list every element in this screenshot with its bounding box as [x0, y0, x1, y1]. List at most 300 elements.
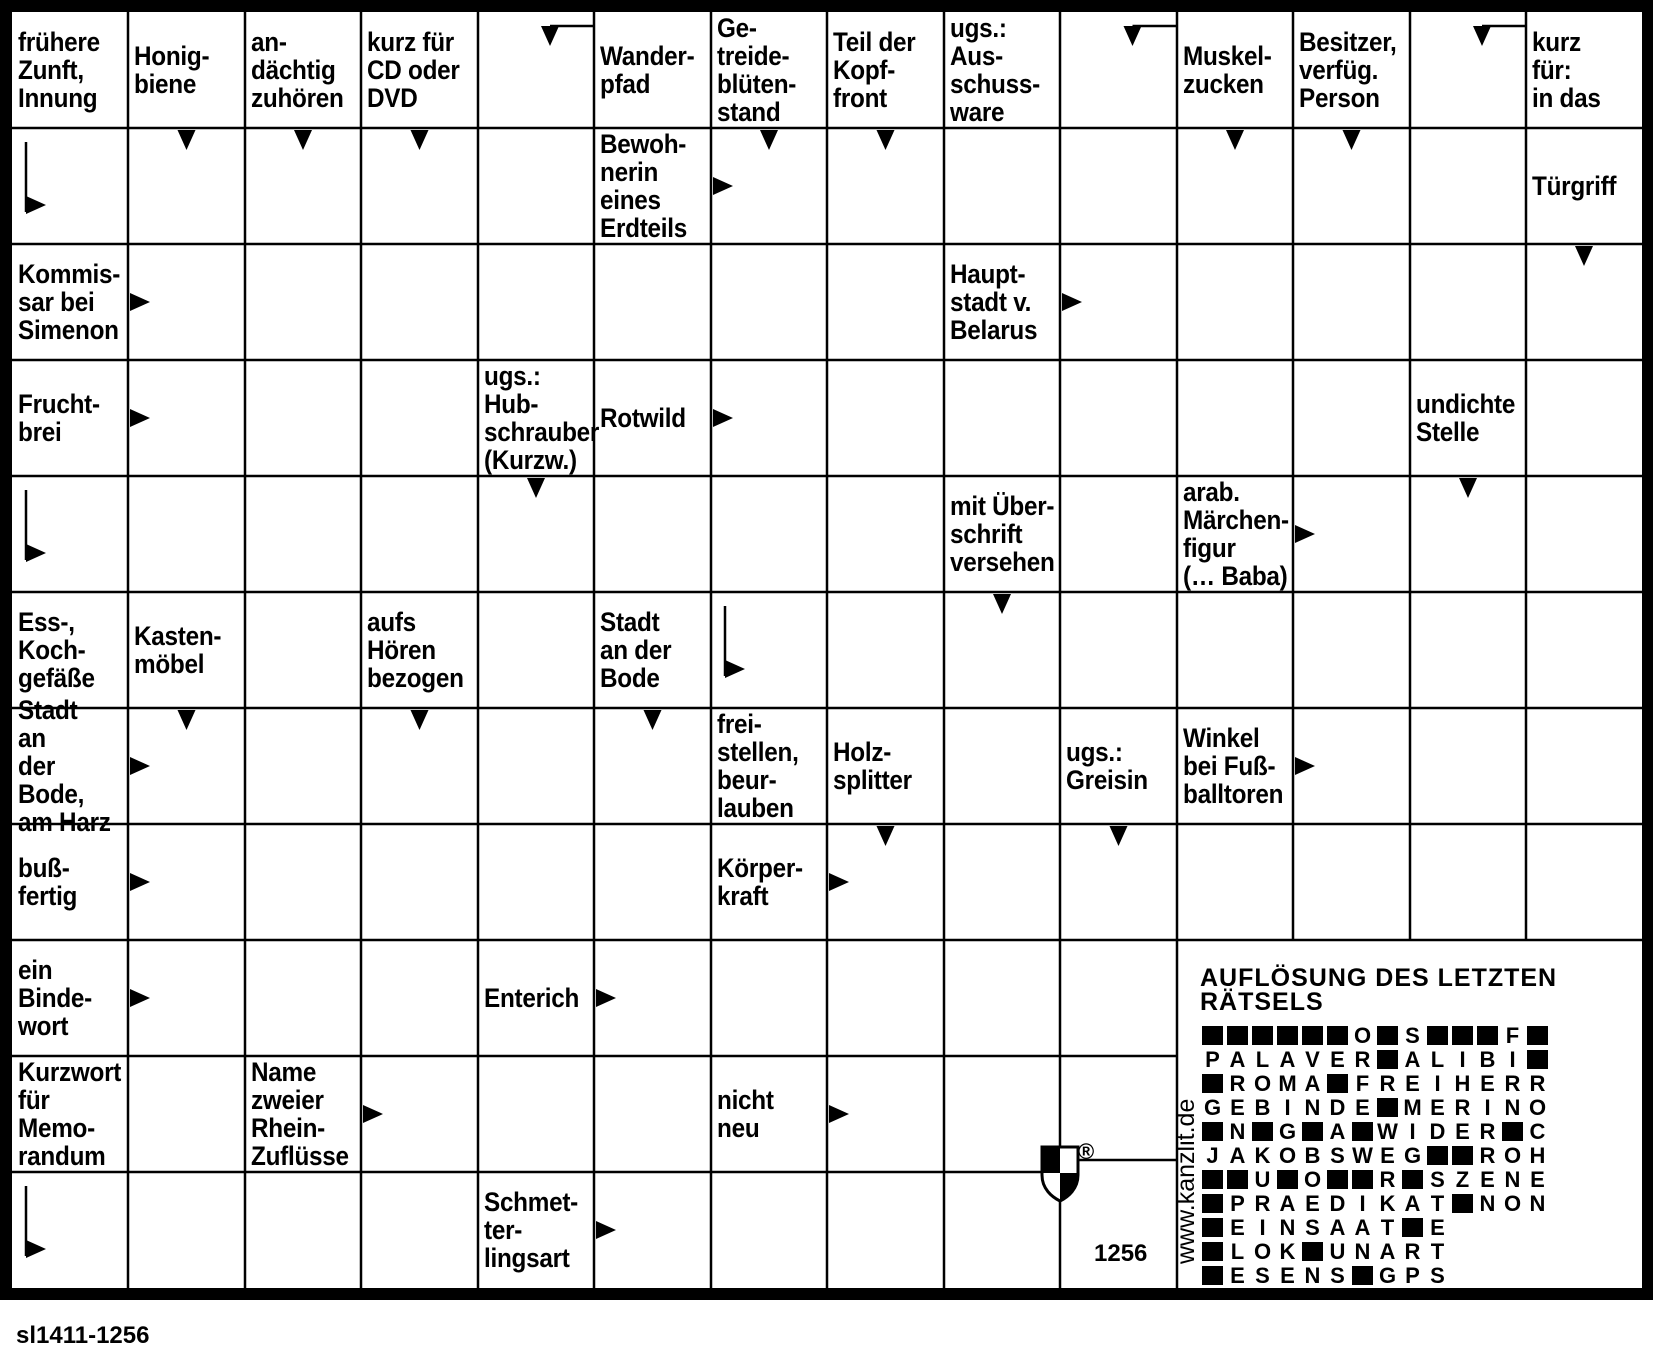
- solution-block: [1277, 1170, 1298, 1189]
- solution-letter: A: [1229, 1143, 1246, 1168]
- solution-letter: R: [1404, 1239, 1421, 1264]
- solution-letter: C: [1529, 1119, 1546, 1144]
- clue-cell: [1060, 708, 1177, 824]
- clue-text: Muskel- zucken: [1183, 41, 1272, 99]
- answer-cell[interactable]: [245, 708, 361, 824]
- solution-letter: I: [1434, 1071, 1441, 1096]
- solution-letter: A: [1229, 1047, 1246, 1072]
- solution-letter: O: [1278, 1143, 1297, 1168]
- solution-row: [1200, 1216, 1640, 1240]
- solution-letter: H: [1529, 1143, 1546, 1168]
- clue-text: undichte Stelle: [1416, 389, 1516, 447]
- clue-cell: [12, 12, 128, 128]
- clue-cell: [594, 128, 711, 244]
- clue-text: kurz für: in das: [1532, 27, 1601, 113]
- solution-letter: U: [1254, 1167, 1271, 1192]
- clue-cell: [1293, 12, 1410, 128]
- solution-letter: D: [1429, 1119, 1446, 1144]
- answer-cell[interactable]: [827, 940, 944, 1056]
- answer-cell[interactable]: [944, 940, 1060, 1056]
- answer-cell[interactable]: [128, 940, 245, 1056]
- solution-block: [1452, 1146, 1473, 1165]
- solution-block: [1227, 1026, 1248, 1045]
- solution-block: [1352, 1266, 1373, 1285]
- answer-cell[interactable]: [128, 708, 245, 824]
- answer-cell[interactable]: [1060, 360, 1177, 476]
- solution-letter: G: [1278, 1119, 1297, 1144]
- answer-cell[interactable]: [361, 128, 478, 244]
- solution-grid: [1200, 1024, 1640, 1288]
- answer-cell[interactable]: [361, 244, 478, 360]
- answer-cell[interactable]: [1526, 244, 1642, 360]
- solution-block: [1302, 1122, 1323, 1141]
- solution-letter: A: [1354, 1215, 1371, 1240]
- answer-cell[interactable]: [1060, 12, 1177, 128]
- answer-cell[interactable]: [361, 1056, 478, 1172]
- solution-letter: N: [1279, 1215, 1296, 1240]
- solution-letter: A: [1279, 1047, 1296, 1072]
- clue-cell: [478, 1172, 594, 1288]
- answer-cell[interactable]: [827, 476, 944, 592]
- answer-cell[interactable]: [944, 360, 1060, 476]
- clue-cell: [827, 708, 944, 824]
- solution-block: [1327, 1170, 1348, 1189]
- solution-letter: E: [1530, 1167, 1545, 1192]
- solution-block: [1352, 1170, 1373, 1189]
- answer-cell[interactable]: [128, 476, 245, 592]
- answer-cell[interactable]: [128, 244, 245, 360]
- answer-cell[interactable]: [128, 824, 245, 940]
- registered-mark: ®: [1078, 1139, 1095, 1164]
- solution-letter: E: [1480, 1167, 1495, 1192]
- answer-cell[interactable]: [478, 244, 594, 360]
- solution-letter: Z: [1455, 1167, 1470, 1192]
- solution-letter: W: [1377, 1119, 1398, 1144]
- solution-letter: E: [1405, 1071, 1420, 1096]
- solution-letter: S: [1405, 1023, 1420, 1048]
- answer-cell[interactable]: [944, 824, 1060, 940]
- solution-row: [1200, 1144, 1640, 1168]
- solution-block: [1327, 1074, 1348, 1093]
- solution-block: [1202, 1170, 1223, 1189]
- clue-text: Name zweier Rhein- Zuflüsse: [251, 1057, 349, 1171]
- answer-cell[interactable]: [1177, 824, 1293, 940]
- solution-letter: I: [1359, 1191, 1366, 1216]
- solution-letter: E: [1280, 1263, 1295, 1288]
- answer-cell[interactable]: [478, 592, 594, 708]
- clue-text: nicht neu: [717, 1085, 774, 1143]
- clue-cell: [12, 695, 128, 837]
- clue-cell: [12, 592, 128, 708]
- solution-title: AUFLÖSUNG DES LETZTEN RÄTSELS: [1200, 964, 1558, 1016]
- solution-letter: B: [1254, 1095, 1271, 1120]
- clue-text: frei- stellen, beur- lauben: [717, 709, 799, 823]
- solution-row: [1200, 1264, 1640, 1288]
- clue-text: Ge- treide- blüten- stand: [717, 13, 797, 127]
- answer-cell[interactable]: [128, 1056, 245, 1172]
- solution-letter: H: [1454, 1071, 1471, 1096]
- clue-cell: [12, 824, 128, 940]
- answer-cell[interactable]: [361, 476, 478, 592]
- solution-letter: R: [1379, 1071, 1396, 1096]
- solution-letter: I: [1459, 1047, 1466, 1072]
- answer-cell[interactable]: [944, 708, 1060, 824]
- answer-cell[interactable]: [12, 1172, 128, 1288]
- solution-letter: R: [1479, 1143, 1496, 1168]
- answer-cell[interactable]: [594, 1172, 711, 1288]
- answer-cell[interactable]: [711, 244, 827, 360]
- clue-text: mit Über- schrift versehen: [950, 491, 1055, 577]
- solution-letter: O: [1303, 1167, 1322, 1192]
- solution-letter: N: [1304, 1263, 1321, 1288]
- solution-letter: R: [1254, 1191, 1271, 1216]
- answer-cell[interactable]: [478, 708, 594, 824]
- answer-cell[interactable]: [245, 128, 361, 244]
- solution-letter: A: [1329, 1215, 1346, 1240]
- solution-letter: N: [1504, 1095, 1521, 1120]
- solution-letter: E: [1330, 1047, 1345, 1072]
- answer-cell[interactable]: [1526, 592, 1642, 708]
- answer-cell[interactable]: [1293, 244, 1410, 360]
- answer-cell[interactable]: [12, 128, 128, 244]
- clue-text: Besitzer, verfüg. Person: [1299, 27, 1397, 113]
- answer-cell[interactable]: [827, 1172, 944, 1288]
- solution-letter: S: [1330, 1143, 1345, 1168]
- clue-cell: [944, 12, 1060, 128]
- answer-cell[interactable]: [711, 476, 827, 592]
- solution-block: [1377, 1050, 1398, 1069]
- clue-cell: [128, 12, 245, 128]
- answer-cell[interactable]: [827, 824, 944, 940]
- clue-text: frühere Zunft, Innung: [18, 27, 100, 113]
- solution-letter: N: [1229, 1119, 1246, 1144]
- solution-letter: P: [1205, 1047, 1220, 1072]
- shield-logo-icon: [1040, 1139, 1095, 1208]
- answer-cell[interactable]: [711, 360, 827, 476]
- solution-block: [1402, 1218, 1423, 1237]
- solution-letter: L: [1230, 1239, 1245, 1264]
- solution-block: [1227, 1170, 1248, 1189]
- solution-letter: W: [1352, 1143, 1373, 1168]
- clue-text: Haupt- stadt v. Belarus: [950, 259, 1038, 345]
- solution-letter: O: [1353, 1023, 1372, 1048]
- answer-cell[interactable]: [1293, 708, 1410, 824]
- answer-cell[interactable]: [1410, 128, 1526, 244]
- answer-cell[interactable]: [361, 360, 478, 476]
- answer-cell[interactable]: [1177, 360, 1293, 476]
- solution-letter: K: [1279, 1239, 1296, 1264]
- solution-letter: I: [1259, 1215, 1266, 1240]
- answer-cell[interactable]: [594, 1056, 711, 1172]
- clue-text: Kommis- sar bei Simenon: [18, 259, 121, 345]
- answer-cell[interactable]: [1410, 244, 1526, 360]
- answer-cell[interactable]: [711, 592, 827, 708]
- clue-text: Enterich: [484, 983, 580, 1013]
- solution-block: [1427, 1026, 1448, 1045]
- solution-block: [1202, 1122, 1223, 1141]
- clue-text: Türgriff: [1532, 171, 1617, 201]
- solution-block: [1352, 1122, 1373, 1141]
- answer-cell[interactable]: [1177, 592, 1293, 708]
- answer-cell[interactable]: [478, 476, 594, 592]
- solution-letter: F: [1355, 1071, 1370, 1096]
- answer-cell[interactable]: [1410, 708, 1526, 824]
- solution-letter: S: [1330, 1263, 1345, 1288]
- answer-cell[interactable]: [1526, 824, 1642, 940]
- solution-letter: E: [1480, 1071, 1495, 1096]
- solution-letter: A: [1379, 1239, 1396, 1264]
- answer-cell[interactable]: [1293, 476, 1410, 592]
- answer-cell[interactable]: [1177, 244, 1293, 360]
- solution-letter: R: [1379, 1167, 1396, 1192]
- solution-letter: N: [1479, 1191, 1496, 1216]
- answer-cell[interactable]: [478, 12, 594, 128]
- solution-row: [1200, 1192, 1640, 1216]
- solution-letter: M: [1278, 1071, 1297, 1096]
- answer-cell[interactable]: [594, 708, 711, 824]
- answer-cell[interactable]: [711, 128, 827, 244]
- solution-letter: S: [1255, 1263, 1270, 1288]
- answer-cell[interactable]: [1060, 476, 1177, 592]
- clue-text: Kurzwort für Memo- randum: [18, 1057, 122, 1171]
- solution-block: [1202, 1242, 1223, 1261]
- answer-cell[interactable]: [1060, 592, 1177, 708]
- answer-cell[interactable]: [245, 940, 361, 1056]
- answer-cell[interactable]: [827, 244, 944, 360]
- solution-letter: G: [1378, 1263, 1397, 1288]
- solution-letter: J: [1206, 1143, 1219, 1168]
- answer-cell[interactable]: [711, 940, 827, 1056]
- puzzle-number: 1256: [1094, 1240, 1148, 1267]
- clue-cell: [1410, 360, 1526, 476]
- answer-cell[interactable]: [1410, 824, 1526, 940]
- clue-cell: [711, 824, 827, 940]
- solution-block: [1302, 1026, 1323, 1045]
- answer-cell[interactable]: [827, 128, 944, 244]
- answer-cell[interactable]: [1060, 824, 1177, 940]
- solution-block: [1527, 1050, 1548, 1069]
- clue-cell: [594, 360, 711, 476]
- clue-cell: [1177, 708, 1293, 824]
- clue-text: ugs.: Hub- schrauber (Kurzw.): [484, 361, 600, 475]
- answer-cell[interactable]: [944, 592, 1060, 708]
- solution-letter: N: [1529, 1191, 1546, 1216]
- solution-letter: D: [1329, 1095, 1346, 1120]
- answer-cell[interactable]: [361, 708, 478, 824]
- solution-block: [1202, 1074, 1223, 1093]
- solution-letter: E: [1230, 1263, 1245, 1288]
- clue-cell: [245, 12, 361, 128]
- clue-cell: [944, 244, 1060, 360]
- answer-cell[interactable]: [361, 1172, 478, 1288]
- clue-cell: [944, 476, 1060, 592]
- answer-cell[interactable]: [12, 476, 128, 592]
- answer-cell[interactable]: [128, 360, 245, 476]
- answer-cell[interactable]: [245, 1172, 361, 1288]
- answer-cell[interactable]: [245, 360, 361, 476]
- solution-letter: R: [1454, 1095, 1471, 1120]
- answer-cell[interactable]: [478, 1056, 594, 1172]
- solution-block: [1252, 1026, 1273, 1045]
- solution-letter: E: [1380, 1143, 1395, 1168]
- clue-text: Winkel bei Fuß- balltoren: [1183, 723, 1284, 809]
- solution-block: [1427, 1146, 1448, 1165]
- answer-cell[interactable]: [1410, 12, 1526, 128]
- answer-cell[interactable]: [1526, 476, 1642, 592]
- answer-cell[interactable]: [1410, 592, 1526, 708]
- answer-cell[interactable]: [245, 592, 361, 708]
- solution-block: [1377, 1026, 1398, 1045]
- clue-text: ugs.: Aus- schuss- ware: [950, 13, 1040, 127]
- solution-row: [1200, 1048, 1640, 1072]
- answer-cell[interactable]: [711, 1172, 827, 1288]
- answer-cell[interactable]: [1293, 128, 1410, 244]
- answer-cell[interactable]: [827, 1056, 944, 1172]
- solution-letter: E: [1230, 1095, 1245, 1120]
- solution-letter: F: [1505, 1023, 1520, 1048]
- answer-cell[interactable]: [594, 244, 711, 360]
- answer-cell[interactable]: [827, 360, 944, 476]
- solution-block: [1527, 1026, 1548, 1045]
- clue-text: Wander- pfad: [600, 41, 695, 99]
- answer-cell[interactable]: [478, 128, 594, 244]
- solution-block: [1252, 1122, 1273, 1141]
- solution-letter: L: [1430, 1047, 1445, 1072]
- clue-cell: [12, 1056, 128, 1172]
- clue-cell: [361, 592, 478, 708]
- clue-cell: [361, 12, 478, 128]
- solution-row: [1200, 1096, 1640, 1120]
- solution-letter: N: [1504, 1167, 1521, 1192]
- solution-letter: T: [1430, 1239, 1445, 1264]
- answer-cell[interactable]: [361, 940, 478, 1056]
- clue-text: Rotwild: [600, 403, 686, 433]
- solution-letter: N: [1304, 1095, 1321, 1120]
- solution-letter: I: [1284, 1095, 1291, 1120]
- solution-block: [1402, 1170, 1423, 1189]
- solution-letter: A: [1404, 1047, 1421, 1072]
- solution-block: [1477, 1026, 1498, 1045]
- footer-code: sl1411-1256: [16, 1322, 150, 1349]
- solution-letter: P: [1230, 1191, 1245, 1216]
- solution-letter: T: [1430, 1191, 1445, 1216]
- solution-letter: R: [1229, 1071, 1246, 1096]
- solution-letter: K: [1254, 1143, 1271, 1168]
- answer-cell[interactable]: [128, 128, 245, 244]
- solution-row: [1200, 1072, 1640, 1096]
- answer-cell[interactable]: [1526, 708, 1642, 824]
- answer-cell[interactable]: [1177, 128, 1293, 244]
- solution-block: [1202, 1026, 1223, 1045]
- solution-block: [1277, 1026, 1298, 1045]
- clue-text: Kasten- möbel: [134, 621, 222, 679]
- clue-cell: [12, 360, 128, 476]
- solution-letter: E: [1230, 1215, 1245, 1240]
- solution-letter: I: [1409, 1119, 1416, 1144]
- solution-letter: S: [1305, 1215, 1320, 1240]
- clue-text: Körper- kraft: [717, 853, 803, 911]
- clue-text: ein Binde- wort: [18, 955, 92, 1041]
- clue-cell: [12, 940, 128, 1056]
- solution-row: [1200, 1024, 1640, 1048]
- answer-cell[interactable]: [478, 824, 594, 940]
- clue-text: Frucht- brei: [18, 389, 100, 447]
- answer-cell[interactable]: [594, 476, 711, 592]
- answer-cell[interactable]: [245, 476, 361, 592]
- solution-letter: P: [1405, 1263, 1420, 1288]
- answer-cell[interactable]: [594, 940, 711, 1056]
- answer-cell[interactable]: [827, 592, 944, 708]
- clue-cell: [478, 360, 600, 476]
- answer-cell[interactable]: [245, 824, 361, 940]
- solution-block: [1202, 1266, 1223, 1285]
- clue-cell: [1526, 12, 1642, 128]
- solution-block: [1302, 1242, 1323, 1261]
- answer-cell[interactable]: [1526, 360, 1642, 476]
- clue-cell: [1177, 476, 1293, 592]
- clue-text: ugs.: Greisin: [1066, 737, 1148, 795]
- clue-cell: [827, 12, 944, 128]
- solution-letter: A: [1404, 1191, 1421, 1216]
- answer-cell[interactable]: [1293, 360, 1410, 476]
- clue-cell: [1526, 128, 1642, 244]
- answer-cell[interactable]: [1410, 476, 1526, 592]
- clue-cell: [711, 12, 827, 128]
- answer-cell[interactable]: [1060, 940, 1177, 1056]
- answer-cell[interactable]: [594, 824, 711, 940]
- solution-letter: A: [1279, 1191, 1296, 1216]
- clue-cell: [1177, 12, 1293, 128]
- clue-text: Teil der Kopf- front: [833, 27, 916, 113]
- answer-cell[interactable]: [1060, 128, 1177, 244]
- clue-cell: [478, 940, 594, 1056]
- clue-cell: [245, 1056, 361, 1172]
- clue-text: Bewoh- nerin eines Erdteils: [600, 129, 687, 243]
- answer-cell[interactable]: [1293, 592, 1410, 708]
- clue-text: Honig- biene: [134, 41, 210, 99]
- solution-letter: R: [1354, 1047, 1371, 1072]
- solution-letter: B: [1479, 1047, 1496, 1072]
- solution-letter: M: [1403, 1095, 1422, 1120]
- solution-letter: N: [1354, 1239, 1371, 1264]
- solution-row: [1200, 1240, 1640, 1264]
- solution-letter: O: [1253, 1071, 1272, 1096]
- solution-letter: U: [1329, 1239, 1346, 1264]
- solution-block: [1202, 1218, 1223, 1237]
- solution-letter: G: [1403, 1143, 1422, 1168]
- solution-letter: L: [1255, 1047, 1270, 1072]
- solution-letter: A: [1304, 1071, 1321, 1096]
- clue-text: Stadt an der Bode: [600, 607, 672, 693]
- solution-block: [1377, 1098, 1398, 1117]
- solution-letter: S: [1430, 1167, 1445, 1192]
- answer-cell[interactable]: [245, 244, 361, 360]
- answer-cell[interactable]: [128, 1172, 245, 1288]
- answer-cell[interactable]: [1293, 824, 1410, 940]
- solution-letter: R: [1479, 1119, 1496, 1144]
- clue-text: buß- fertig: [18, 853, 78, 911]
- clue-text: an- dächtig zuhören: [251, 27, 344, 113]
- solution-letter: O: [1253, 1239, 1272, 1264]
- solution-letter: T: [1380, 1215, 1395, 1240]
- answer-cell[interactable]: [944, 128, 1060, 244]
- clue-cell: [711, 708, 827, 824]
- solution-block: [1327, 1026, 1348, 1045]
- solution-letter: I: [1484, 1095, 1491, 1120]
- answer-cell[interactable]: [1060, 244, 1177, 360]
- answer-cell[interactable]: [361, 824, 478, 940]
- solution-letter: B: [1304, 1143, 1321, 1168]
